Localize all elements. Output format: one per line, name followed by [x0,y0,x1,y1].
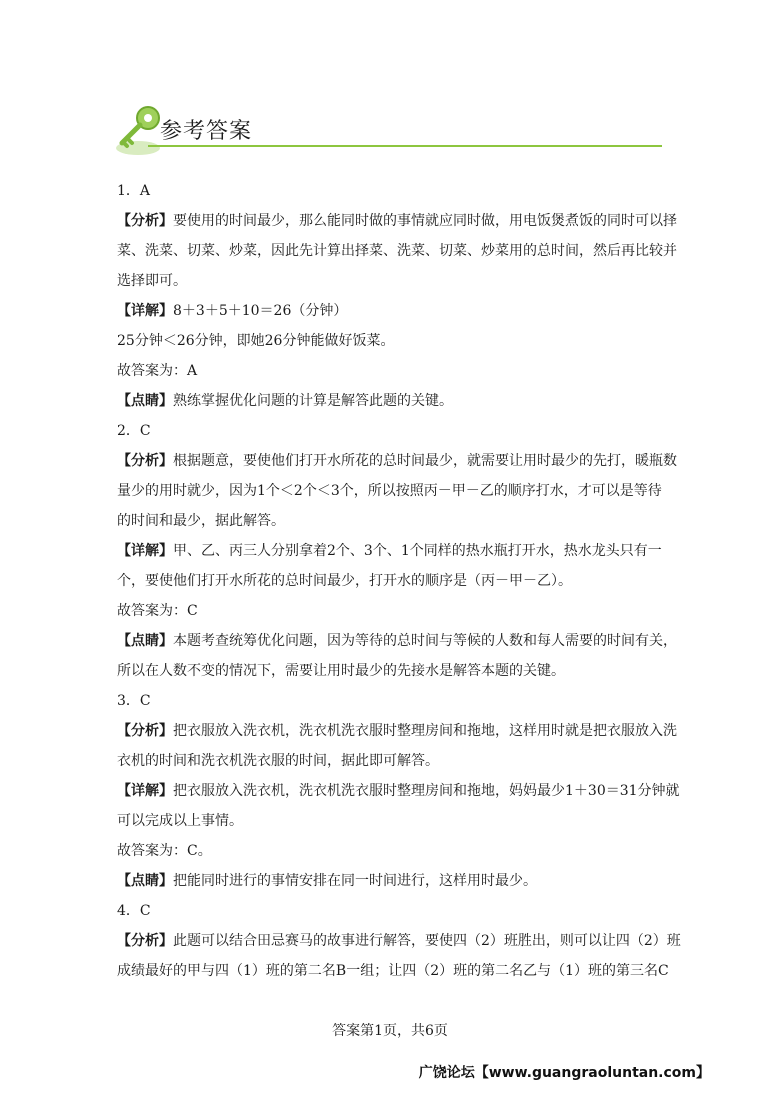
answer-line [117,536,665,566]
answer-line [117,716,677,746]
answer-line [117,926,681,956]
line-text: 此题可以结合田忌赛马的故事进行解答，要使四（2）班胜出，则可以让四（2）班 [173,933,681,949]
line-text: 的时间和最少，据此解答。 [117,513,285,529]
line-text: 菜、洗菜、切菜、炒菜，因此先计算出择菜、洗菜、切菜、炒菜用的总时间，然后再比较并 [117,243,677,259]
answer-line [117,776,680,806]
page-title: 参考答案 [160,119,253,144]
line-text: 8＋3＋5＋10＝26（分钟） [173,303,348,319]
line-text: 衣机的时间和洗衣机洗衣服的时间，据此即可解答。 [117,753,439,769]
answer-line [117,356,665,386]
section-label: 【详解】 [117,303,173,319]
line-text: 把衣服放入洗衣机，洗衣机洗衣服时整理房间和拖地，这样用时就是把衣服放入洗 [173,723,677,739]
line-text: 个，要使他们打开水所花的总时间最少，打开水的顺序是（丙－甲－乙）。 [117,573,572,589]
answer-line [117,386,665,416]
answer-line [117,806,665,836]
answer-line [117,476,665,506]
section-label: 【详解】 [117,783,173,799]
page-footer: 答案第1页，共6页 [332,1023,448,1039]
answer-line [117,176,665,206]
section-label: 【点睛】 [117,393,173,409]
answer-line [117,956,669,986]
answer-header [112,100,662,162]
line-text: 本题考查统筹优化问题，因为等待的总时间与等候的人数和每人需要的时间有关， [173,633,677,649]
line-text: 要使用的时间最少，那么能同时做的事情就应同时做，用电饭煲煮饭的同时可以择 [173,213,677,229]
answer-line [117,836,665,866]
answer-line [117,326,665,356]
line-text: 4．C [117,903,151,919]
line-text: 故答案为：A [117,363,198,379]
line-text: 故答案为：C。 [117,843,212,859]
answer-line [117,686,665,716]
line-text: 可以完成以上事情。 [117,813,243,829]
answer-line [117,596,665,626]
line-text: 选择即可。 [117,273,187,289]
answer-line [117,236,677,266]
line-text: 3．C [117,693,151,709]
line-text: 1．A [117,183,151,199]
section-label: 【点睛】 [117,633,173,649]
line-text: 成绩最好的甲与四（1）班的第二名B一组；让四（2）班的第二名乙与（1）班的第三名C [117,963,669,979]
answer-line [117,866,665,896]
answer-content [117,176,681,986]
answer-line [117,296,665,326]
section-label: 【分析】 [117,453,173,469]
line-text: 2．C [117,423,151,439]
answer-line [117,266,665,296]
site-watermark: 广饶论坛【www.guangraoluntan.com】 [418,1065,710,1081]
answer-line [117,446,677,476]
section-label: 【分析】 [117,933,173,949]
section-label: 【分析】 [117,723,173,739]
answer-line [117,566,665,596]
answer-line [117,656,665,686]
line-text: 量少的用时就少，因为1个＜2个＜3个，所以按照丙－甲－乙的顺序打水，才可以是等待 [117,483,662,499]
line-text: 根据题意，要使他们打开水所花的总时间最少，就需要让用时最少的先打，暖瓶数 [173,453,677,469]
answer-line [117,206,677,236]
line-text: 把能同时进行的事情安排在同一时间进行，这样用时最少。 [173,873,537,889]
line-text: 熟练掌握优化问题的计算是解答此题的关键。 [173,393,453,409]
answer-line [117,416,665,446]
header-divider [148,145,662,147]
line-text: 故答案为：C [117,603,198,619]
answer-line [117,506,665,536]
section-label: 【详解】 [117,543,173,559]
answer-line [117,746,665,776]
line-text: 甲、乙、丙三人分别拿着2个、3个、1个同样的热水瓶打开水，热水龙头只有一 [173,543,662,559]
answer-line [117,896,665,926]
answer-line [117,626,677,656]
line-text: 把衣服放入洗衣机，洗衣机洗衣服时整理房间和拖地，妈妈最少1＋30＝31分钟就 [173,783,680,799]
section-label: 【点睛】 [117,873,173,889]
line-text: 所以在人数不变的情况下，需要让用时最少的先接水是解答本题的关键。 [117,663,565,679]
line-text: 25分钟＜26分钟，即她26分钟能做好饭菜。 [117,333,395,349]
section-label: 【分析】 [117,213,173,229]
